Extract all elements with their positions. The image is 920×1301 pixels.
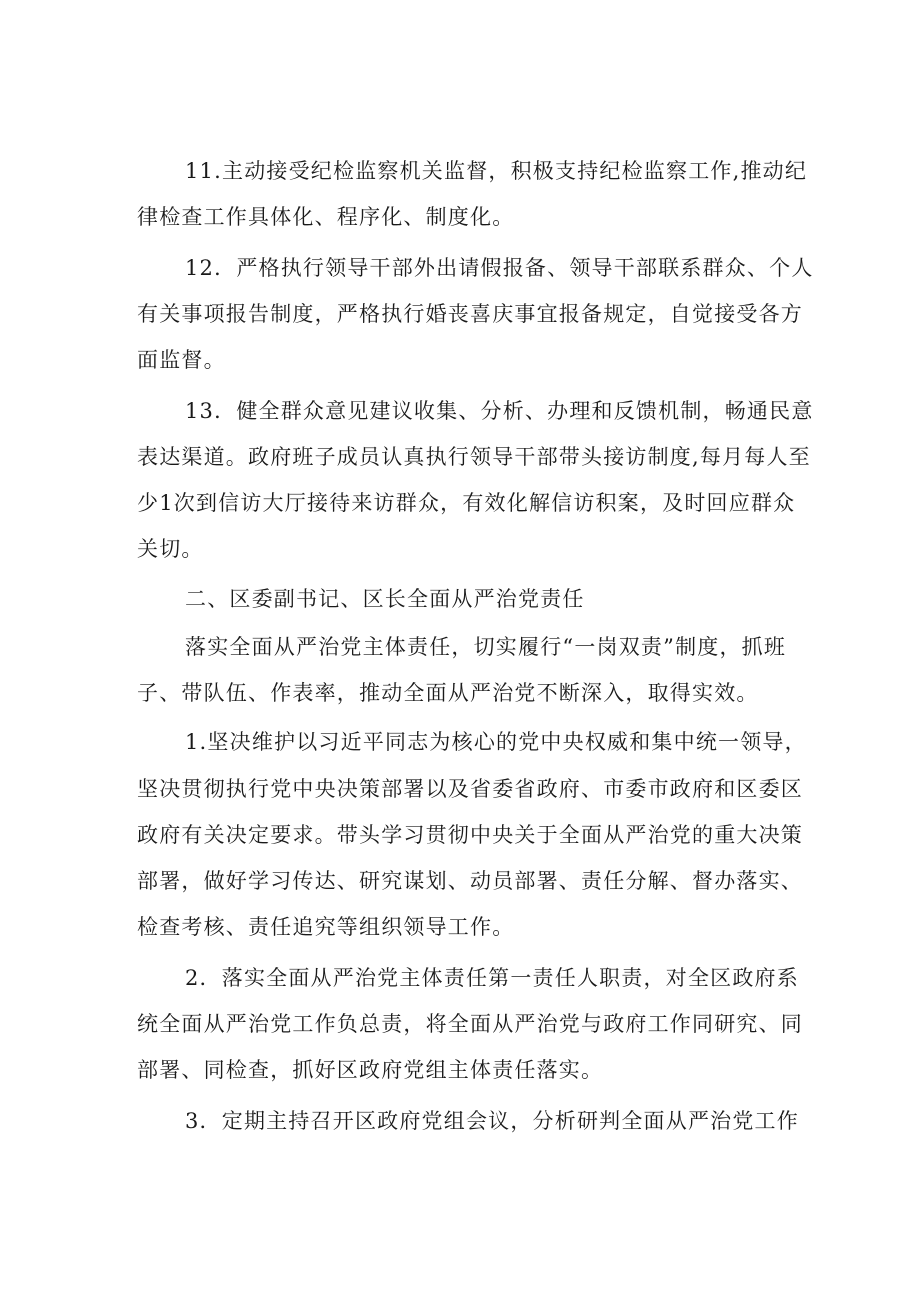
text-line: 3．定期主持召开区政府党组会议，分析研判全面从严治党工作: [185, 1109, 799, 1133]
text-line: 子、带队伍、作表率，推动全面从严治党不断深入，取得实效。: [137, 681, 759, 705]
text-line: 11.主动接受纪检监察机关监督，积极支持纪检监察工作,推动纪: [185, 159, 808, 183]
text-line: 表达渠道。政府班子成员认真执行领导干部带头接访制度,每月每人至: [137, 445, 811, 469]
text-line: 落实全面从严治党主体责任，切实履行“一岗双责”制度，抓班: [185, 635, 787, 659]
text-line: 坚决贯彻执行党中央决策部署以及省委省政府、市委市政府和区委区: [137, 777, 803, 801]
text-line: 有关事项报告制度，严格执行婚丧喜庆事宜报备规定，自觉接受各方: [137, 302, 803, 326]
text-line: 少1次到信访大厅接待来访群众，有效化解信访积案，及时回应群众: [137, 491, 796, 515]
text-line: 部署、同检查，抓好区政府党组主体责任落实。: [137, 1058, 604, 1082]
text-line: 关切。: [137, 537, 204, 561]
text-line: 1.坚决维护以习近平同志为核心的党中央权威和集中统一领导，: [185, 730, 807, 754]
section-title: 二、区委副书记、区长全面从严治党责任: [185, 587, 585, 611]
text-line: 统全面从严治党工作负总责，将全面从严治党与政府工作同研究、同: [137, 1012, 803, 1036]
text-line: 2．落实全面从严治党主体责任第一责任人职责，对全区政府系: [185, 966, 799, 990]
text-line: 面监督。: [137, 348, 226, 372]
text-line: 政府有关决定要求。带头学习贯彻中央关于全面从严治党的重大决策: [137, 823, 803, 847]
text-line: 检查考核、责任追究等组织领导工作。: [137, 915, 515, 939]
text-line: 12．严格执行领导干部外出请假报备、领导干部联系群众、个人: [185, 256, 814, 280]
text-line: 律检查工作具体化、程序化、制度化。: [137, 205, 515, 229]
text-line: 13．健全群众意见建议收集、分析、办理和反馈机制，畅通民意: [185, 399, 814, 423]
text-line: 部署，做好学习传达、研究谋划、动员部署、责任分解、督办落实、: [137, 869, 803, 893]
